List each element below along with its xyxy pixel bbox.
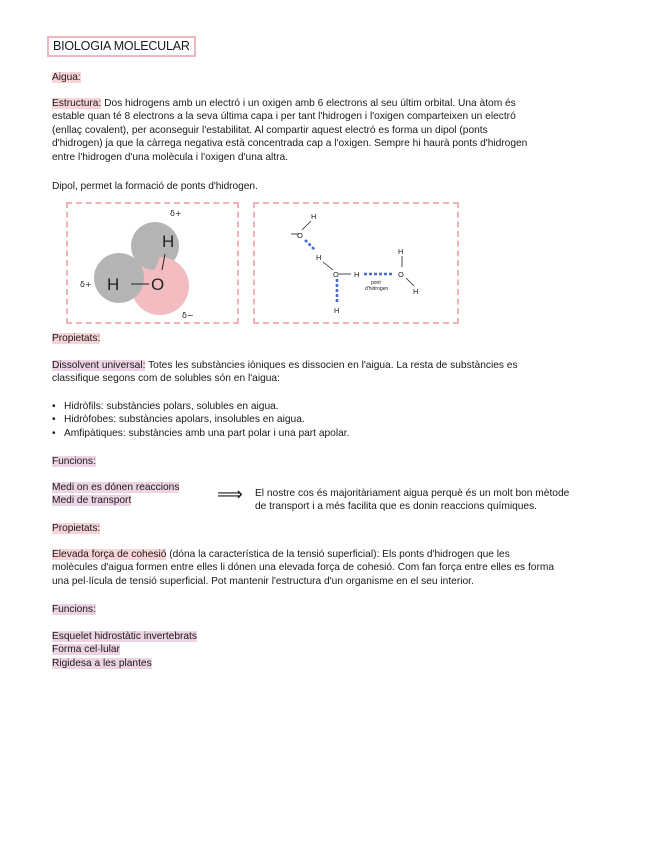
atom-h2: H: [316, 253, 322, 262]
estructura-label: Estructura:: [52, 98, 102, 109]
estructura-paragraph: [52, 97, 612, 164]
cohesio-label: Elevada força de cohesió: [52, 549, 167, 560]
solubility-list: [52, 400, 349, 440]
atom-h3: H: [354, 270, 360, 279]
pont-label-2: d'hidrogen: [365, 286, 389, 292]
hydrogen-bond-figure: [253, 202, 459, 324]
estructura-line-5: entre l'hidrogen d'una molècula i l'oxigen d'una altra.: [52, 151, 289, 163]
section-heading-funcions-2-text: Funcions:: [52, 604, 96, 615]
estructura-line-2: estable quan té 8 electrons a la seva última capa i per tant l'hidrogen i l'oxigen comparteixen un electró: [52, 111, 516, 123]
section-heading-aigua-text: Aigua:: [52, 72, 81, 83]
funcions-1-list: [52, 481, 222, 508]
cohesio-line-1: (dóna la característica de la tensió superficial): Els ponts d'hidrogen que les: [166, 549, 510, 560]
hydrogen-bond-diagram: [255, 204, 457, 322]
section-heading-propietats-1-text: Propietats:: [52, 333, 101, 344]
o-label: O: [151, 275, 165, 294]
estructura-line-1: Dos hidrogens amb un electró i un oxigen amb 6 electrons al seu últim orbital. Una àtom és: [101, 98, 516, 109]
funcio-rigidesa-plantes: Rigidesa a les plantes: [52, 657, 152, 669]
cohesio-line-3: una pel·lícula de tensió superficial. Pot mantenir l'estructura d'un organisme en el seu interior.: [52, 575, 474, 587]
atom-o3: O: [398, 270, 404, 279]
atom-h6: H: [413, 287, 419, 296]
bond-line: [406, 278, 414, 286]
hydrogen-bond-1: [305, 240, 315, 250]
section-heading-propietats-1: [52, 332, 100, 345]
h-left-label: H: [107, 275, 120, 294]
funcions-1-note: [255, 487, 615, 514]
funcio-medi-reaccions: Medi on es dónen reaccions: [52, 482, 180, 493]
implies-arrow-icon: ⟹: [217, 484, 243, 505]
atom-h4: H: [334, 306, 340, 315]
list-item-amfipatiques: • Amfipàtiques: substàncies amb una part polar i una part apolar.: [52, 427, 349, 440]
estructura-line-4: d'hidrogen) ja que la càrrega negativa està concentrada cap a l'oxigen. Sempre hi haurà ponts d'hidrogen: [52, 138, 528, 150]
funcions-1-note-line-1: El nostre cos és majoritàriament aigua perquè és un molt bon mètode: [255, 488, 570, 499]
section-heading-propietats-2: [52, 522, 100, 535]
delta-minus: δ−: [182, 311, 194, 320]
bond-line: [302, 221, 311, 230]
atom-h5: H: [398, 247, 404, 256]
section-heading-aigua: [52, 71, 81, 84]
dissolvent-line-2: classifique segons com de solubles són en l'aigua:: [52, 373, 280, 385]
document-title: BIOLOGIA MOLECULAR: [47, 36, 196, 57]
funcions-2-list: [52, 630, 272, 670]
dipol-text: Dipol, permet la formació de ponts d'hidrogen.: [52, 181, 258, 192]
delta-plus-top: δ+: [170, 209, 182, 218]
dissolvent-label: Dissolvent universal:: [52, 360, 146, 371]
dissolvent-paragraph: [52, 359, 612, 386]
dissolvent-line-1: Totes les substàncies iòniques es dissocien en l'aigua. La resta de substàncies es: [145, 360, 518, 371]
section-heading-funcions-1-text: Funcions:: [52, 456, 96, 467]
funcio-esquelet-hidrostatic: Esquelet hidrostàtic invertebrats: [52, 631, 197, 642]
pont-label-1: pont: [371, 280, 381, 286]
funcio-forma-cellular: Forma cel·lular: [52, 644, 120, 656]
water-molecule-figure: [66, 202, 239, 324]
cohesio-paragraph: [52, 548, 612, 588]
water-molecule-diagram: [68, 204, 237, 322]
atom-h1: H: [311, 212, 317, 221]
section-heading-funcions-2: [52, 603, 96, 616]
funcions-1-note-line-2: de transport i a més facilita que es donin reaccions químiques.: [255, 501, 538, 513]
section-heading-propietats-2-text: Propietats:: [52, 523, 101, 534]
section-heading-funcions-1: [52, 455, 96, 468]
atom-o1: O: [297, 231, 303, 240]
cohesio-line-2: molècules d'aigua formen entre elles li dónen una elevada força de cohesió. Com fan força entre elles es forma: [52, 562, 554, 574]
atom-o2: O: [333, 270, 339, 279]
estructura-line-3: (enllaç covalent), per aconseguir l'estabilitat. Al compartir aquest electró es forma un dipol (ponts: [52, 124, 488, 136]
bond-line: [323, 262, 333, 270]
funcio-medi-transport: Medi de transport: [52, 495, 132, 507]
delta-plus-left: δ+: [80, 280, 92, 289]
list-item-hidrofils: • Hidròfils: substàncies polars, solubles en aigua.: [52, 400, 349, 413]
list-item-hidrofobes: • Hidròfobes: substàncies apolars, insolubles en aigua.: [52, 413, 349, 426]
h-top-label: H: [162, 232, 175, 251]
